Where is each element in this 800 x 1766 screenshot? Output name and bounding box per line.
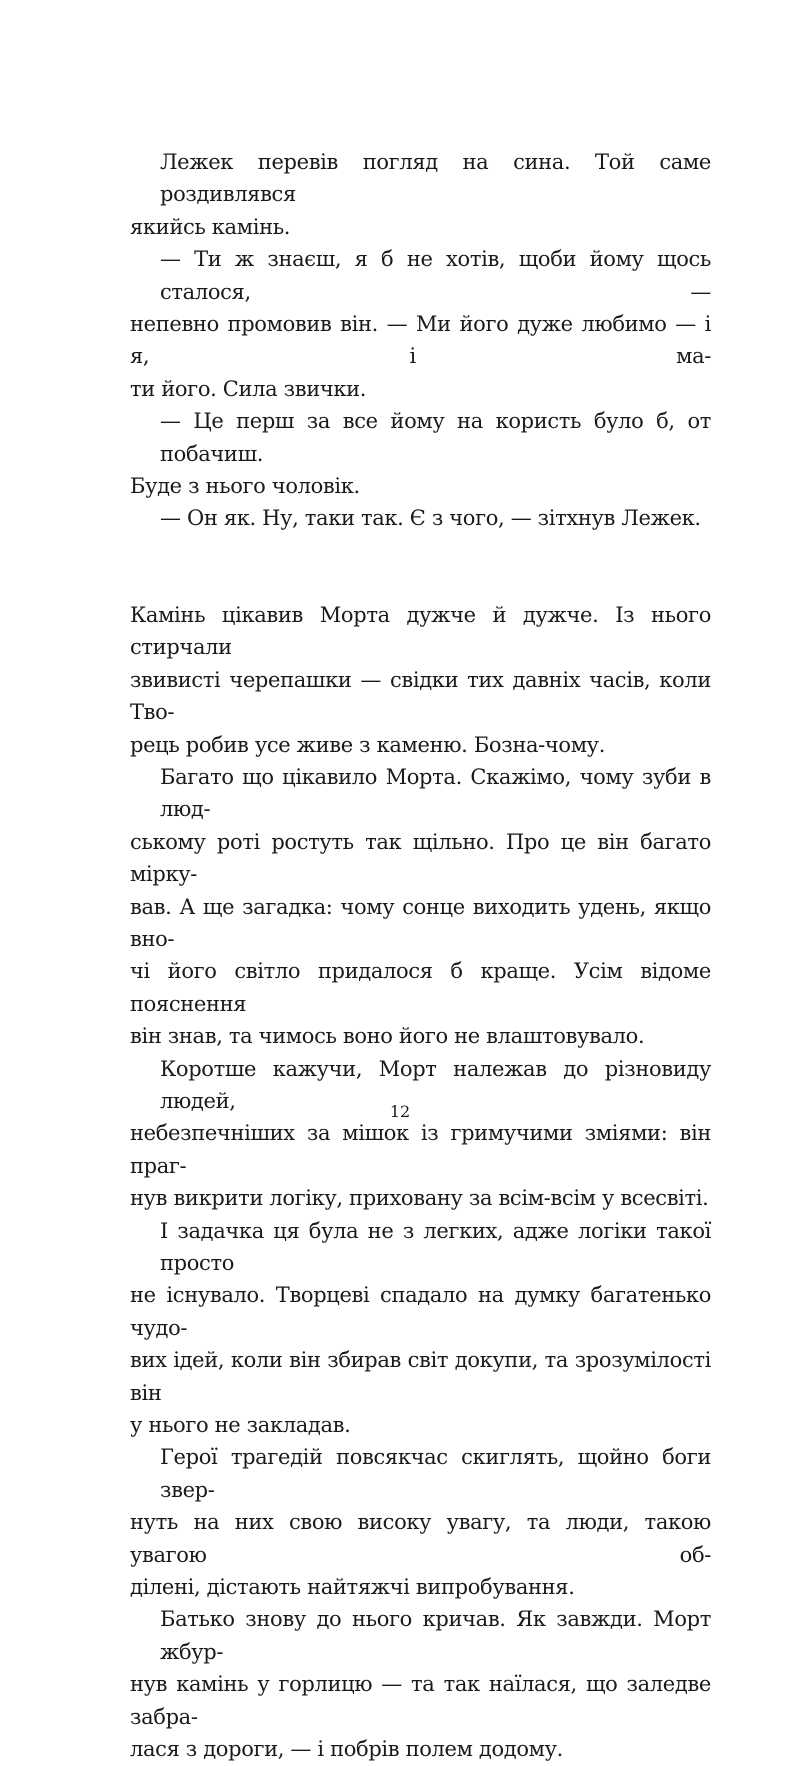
text-line: Багато що цікавило Морта. Скажімо, чому зуби в люд- xyxy=(160,764,711,822)
text-line: ти його. Сила звички. xyxy=(130,376,367,401)
text-line: ділені, дістають найтяжчі випробування. xyxy=(130,1575,575,1600)
text-line: Камінь цікавив Морта дужче й дужче. Із нього стирчали xyxy=(130,602,711,660)
section-break xyxy=(130,535,711,599)
text-line: чі його світло придалося б краще. Усім відоме пояснення xyxy=(130,959,711,1016)
text-line: рець робив усе живе з каменю. Бозна-чому. xyxy=(130,732,606,757)
text-line: не існувало. Творцеві спадало на думку багатенько чудо- xyxy=(130,1283,711,1340)
text-line: І задачка ця була не з легких, адже логіки такої просто xyxy=(160,1218,711,1275)
text-line: він знав, та чимось воно його не влаштовувало. xyxy=(130,1024,645,1049)
text-line: вих ідей, коли він збирав світ докупи, та зрозумілості він xyxy=(130,1348,711,1405)
text-line: — Це перш за все йому на користь було б, от побачиш. xyxy=(160,409,711,466)
text-line: якийсь камінь. xyxy=(130,214,291,239)
text-line: лася з дороги, — і побрів полем додому. xyxy=(130,1737,563,1762)
text-line: нуть на них свою високу увагу, та люди, такою увагою об- xyxy=(130,1510,711,1567)
text-line: Буде з нього чоловік. xyxy=(130,474,360,499)
narrative-section xyxy=(130,599,711,1766)
text-line: Лежек перевів погляд на сина. Той саме роздивлявся xyxy=(160,150,711,207)
text-line: вав. А ще загадка: чому сонце виходить удень, якщо вно- xyxy=(130,894,711,951)
text-line: непевно промовив він. — Ми його дуже любимо — і я, і ма- xyxy=(130,312,711,369)
text-line: Коротше кажучи, Морт належав до різновиду людей, xyxy=(160,1056,711,1113)
text-line: Герої трагедій повсякчас скиглять, щойно боги звер- xyxy=(160,1445,711,1502)
text-line: — Ти ж знаєш, я б не хотів, щоби йому щось сталося, — xyxy=(160,247,711,304)
text-line: звивисті черепашки — свідки тих давніх часів, коли Тво- xyxy=(130,667,711,725)
text-line: нув викрити логіку, приховану за всім-всім у всесвіті. xyxy=(130,1186,709,1211)
text-line: — Он як. Ну, таки так. Є з чого, — зітхнув Лежек. xyxy=(160,506,701,531)
text-line: Батько знову до нього кричав. Як завжди. Морт жбур- xyxy=(160,1607,711,1664)
page-body xyxy=(130,146,711,1766)
text-line: небезпечніших за мішок із гримучими зміями: він праг- xyxy=(130,1121,711,1178)
page-number: 12 xyxy=(389,1102,411,1121)
text-line: нув камінь у горлицю — та так наїлася, що заледве забра- xyxy=(130,1672,711,1729)
dialogue-section xyxy=(130,146,711,535)
text-line: у нього не закладав. xyxy=(130,1413,351,1438)
text-line: ському роті ростуть так щільно. Про це він багато мірку- xyxy=(130,829,711,887)
